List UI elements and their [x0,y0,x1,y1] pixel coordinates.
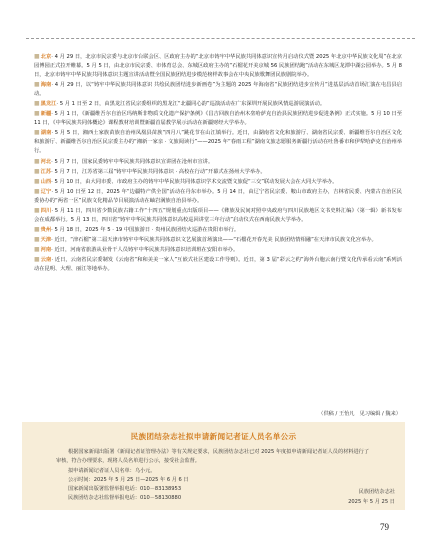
news-entry-text: · 近日，“津石榴”第二届天津市铸牢中华民族共同体意识文艺展演首场演出——“石榴花开春光美 民族团结情相融”在天津市民族文化宫举办。 [51,236,377,243]
news-entry [34,157,402,167]
news-entry [34,128,402,156]
notice-paragraph: 根据国家新闻出版署《新闻记者证管理办法》等有关规定要求，民族团结杂志社已对 2025 年度拟申请新闻记者证人员的材料进行了审核，符合办理要求，现将人员名单进行公示，接受社会监督。 [56,449,369,465]
news-entry-text: · 5 月 10 日，由大同市委、市政府主办的铸牢中华民族共同体意识学术交流暨文旅促“三交”联动发展大会在大同大学举办。 [51,178,338,185]
news-entry-text: · 5 月 10 日至 12 日，2025 年“边疆特产供全国”活动在丹东市举办。5 月 14 日，由辽宁省民宗委、鞍山市政府主办，吉林省民委、内蒙古自治区民委协办的“两省一区”民族文化精品节目展演活动在岫岩满族自治县举办。 [34,188,403,204]
news-entry [34,80,402,99]
news-entry-place: 北京 [40,54,52,60]
news-entry-text: · 5 月 7 日，国家民委铸牢中华民族共同体意识宣讲团在沧州市宣讲。 [51,158,214,165]
news-entry-place: 云南 [40,256,52,263]
news-entry-text: · 5 月 7 日，江苏省第三届“铸牢中华民族共同体意识 · 高校在行动”开幕式在扬州大学举办。 [51,168,266,175]
bullet-icon: ■ [34,245,40,253]
news-entry [34,187,402,206]
page-number: 79 [380,522,389,532]
bullet-icon: ■ [34,235,40,243]
news-entry [34,235,402,245]
news-entry-place: 黑龙江 [40,101,57,108]
news-entry-text: · 4 月 29 日，以“铸牢中华民族共同体意识 共绘民族团结进步新画卷”为主题的 2025 年海南省“民族团结进步宣传月”进基层活动首场汇演在屯昌县启动。 [34,82,403,98]
news-entry-text: · 近日，云南省民宗委制发《云南省“和和美美一家人”互嵌式社区建设工作导则》。近日，第 3 届“彩云之约”海外台胞云南行暨文化传承看云南”系列活动在昆明、大理、丽江等地举办。 [34,256,402,273]
news-entry [34,206,402,225]
notice-box [22,422,405,510]
news-entry-text: · 近日，河南省旅游从业骨干人员铸牢中华民族共同体意识培训班在安阳市举办。 [51,246,239,253]
news-entry-place: 辽宁 [40,188,52,195]
news-entry [34,109,402,128]
bullet-icon: ■ [34,177,40,185]
news-entry-text: · 4 月 29 日，北京市民宗委与北京市台联会区、区政府主办的“北京市铸牢中华民族共同体意识宣传月启动仪式暨 2025 年北京中华民族文化周”在北京园博园正式拉开帷幕。5 月 5 日，由北京市民宗委、市体育总会、东城区政府主办的“石榴花开美京城 56 民族团结跑”活动在东城区龙潭中湖公园举办。5 月 8 日，北京市铸牢中华民族共同体意识主题宣讲活动暨全国民族团结进步模范榜样故事会在中央民族歌舞团民族剧院举办。 [34,54,403,79]
credit-line: （供稿 / 王怡凡 见习编辑 / 魏来） [318,411,401,417]
notice-line: 国家新闻出版署监督举报电话：010－83138953 [68,486,182,493]
news-entry-place: 新疆 [40,111,52,118]
news-entry-place: 四川 [40,207,52,214]
news-entry [34,177,402,187]
news-entry-text: · 5 月 1 日，《新疆维吾尔自治区玛纳斯非物质文化遗产保护条例》《昌吉回族自治州木垒哈萨克自治县民族团结进步促进条例》正式实施。5 月 10 日至 11 日，《中华民族共同体概论》课程教材培训暨新疆首届教学展示活动在新疆财经大学举办。 [34,111,402,127]
bullet-icon: ■ [34,81,40,89]
news-entry-place: 山西 [40,178,52,185]
bullet-icon: ■ [34,110,40,118]
news-briefs [34,52,402,274]
notice-body [56,448,369,504]
news-entry [34,99,402,109]
news-entry-text: · 5 月 11 日，四川省少数民族古籍工作“十四五”规划重点出版项目——《彝族及民间对照中央政府与四川民族地区文书史料汇编》（第一辑）新书发布会在成都举行。5 月 13 日，四川省“铸牢中华民族共同体意识高校巡回讲堂三年行动”启动仪式在西南民族大学举办。 [34,207,402,223]
notice-line: 拟申请新闻记者证人员名单：乌小元。 [68,467,156,474]
news-entry [34,245,402,255]
dashed-top-rule [26,38,415,39]
bullet-icon: ■ [34,206,40,214]
news-entry-text: · 5 月 5 日，湘西土家族苗族自治州凤凰县苗族“四月八”跳花节在山江镇举行。近日，由湖南省文化和旅游厅、湖南省民宗委、新疆维吾尔自治区文化和旅游厅、新疆维吾尔自治区民宗委主办的“湘新一家亲 · 文旅阅读行”——2025 年“春雨工程”湖南文旅志愿服务新疆行活动在吐鲁番市和伊犁哈萨克自治州举行。 [34,130,403,155]
bullet-icon: ■ [34,187,40,195]
bullet-icon: ■ [34,157,40,165]
notice-line: 公示时间：2025 年 5 月 25 日—2025 年 6 月 6 日 [68,476,189,483]
news-entry-text: · 5 月 1 日至 2 日，由黑龙江省民宗委组织的黑龙江“北疆同心韵”巡演活动在广东深圳开展民族风情巡游展演活动。 [56,101,326,108]
news-entry-place: 天津 [40,236,52,243]
news-entry-place: 贵州 [40,226,52,233]
news-entry-text: · 5 月 18 日，2025 年 5 · 19 中国旅游日 · 贵州民族团结火巡游在贵阳市举行。 [51,226,240,233]
news-entry [34,167,402,177]
news-entry-place: 河南 [40,246,52,253]
notice-line: 民族团结杂志社监督举报电话：010－58130880 [68,495,182,502]
news-entry [34,225,402,235]
bullet-icon: ■ [34,129,40,137]
news-entry-place: 河北 [40,158,52,165]
news-entry [34,52,402,80]
notice-signature-org: 民族团结杂志社 [358,489,395,495]
bullet-icon: ■ [34,167,40,175]
bullet-icon: ■ [34,255,40,263]
notice-signature-date: 2025 年 5 月 25 日 [348,499,395,505]
news-entry-place: 湖南 [40,130,52,137]
news-entry-place: 海南 [40,82,52,89]
news-entry [34,255,402,274]
notice-title: 民族团结杂志社拟申请新闻记者证人员名单公示 [130,432,297,441]
bullet-icon: ■ [34,100,40,108]
bullet-icon: ■ [34,53,40,60]
bullet-icon: ■ [34,225,40,233]
news-entry-place: 江苏 [40,168,52,175]
